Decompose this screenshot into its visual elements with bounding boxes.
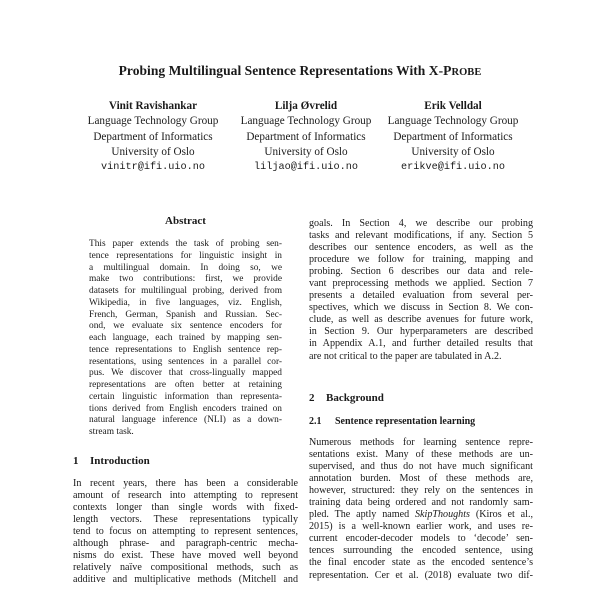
text-line: describes our sentence encoders, as well as the [309,242,533,254]
author-university: University of Oslo [264,145,348,158]
author-email: erikve@ifi.uio.no [401,162,505,174]
text-line: additive and multiplicative methods (Mitchell and [73,574,298,586]
text-line: presents a detailed evaluation from several per- [309,290,533,302]
text-line: in Appendix A.1, and further detailed results that [309,338,533,350]
text-line: however, structured: they rely on the sentences in [309,485,533,497]
text-line: probing. Section 6 describes our data and rele- [309,266,533,278]
text-line: sentations exist. Many of these methods are un- [309,449,533,461]
author-university: University of Oslo [411,145,495,158]
text-line: This paper extends the task of probing sen- [89,239,282,249]
author-university: University of Oslo [111,145,195,158]
intro-continuation-text [309,218,533,363]
text-line: supervised, and thus do not have much significant [309,461,533,473]
text-line: although phrase- and paragraph-centric mecha- [73,538,298,550]
text-line: stream task. [89,427,134,437]
text-line: datasets for multilingual probing, derived from [89,286,282,296]
text-line: contexts longer than single words with fixed- [73,502,298,514]
text-line: are not critical to the paper are tabulated in A.2. [309,350,502,362]
abstract-heading: Abstract [165,215,206,227]
text-line: tend to focus on attempting to represent sentences, [73,526,298,538]
text-line: pus. We discover that cross-lingually mapped [89,368,282,379]
text-line: representations are often better at retaining [89,380,282,390]
text-line: each language, each trained by mapping sen- [89,333,282,343]
author-email: liljao@ifi.uio.no [254,162,358,174]
author-1 [73,99,233,175]
author-3 [373,99,533,175]
subsection-heading-sentence-representation: 2.1 Sentence representation learning [309,416,476,427]
text-line: relatively naïve compositional methods, such as [73,562,298,574]
section-heading-introduction: 1 Introduction [73,455,150,467]
text-line: vant preprocessing methods we applied. Section 7 [309,278,533,290]
text-line: ond, we evaluate six sentence encoders for [89,321,282,332]
text-line: tences surrounding the encoded sentence, using [309,545,533,557]
text-line: pled. The aptly named SkipThoughts (Kiros et al., [309,509,533,521]
abstract-text [89,239,282,439]
text-line: Numerous methods for learning sentence repre- [309,437,533,448]
text-line: Wikipedia, in five languages, viz. English, [89,297,282,308]
text-line: In recent years, there has been a considerable [73,478,298,489]
text-line: procedure we follow for training, mapping and [309,254,533,266]
author-department: Department of Informatics [93,130,213,143]
author-2 [226,99,386,175]
author-name: Vinit Ravishankar [108,100,198,112]
text-line: length vectors. These representations typically [73,514,298,526]
author-email: vinitr@ifi.uio.no [101,162,205,174]
author-department: Department of Informatics [246,130,366,143]
text-line: a multilingual domain. In doing so, we [89,262,282,273]
text-line: make two contributions: first, we provide [89,274,282,285]
text-line: amount of research into attempting to represent [73,490,298,502]
text-line: current encoder-decoder models to ‘decode’ sen- [309,533,533,545]
text-line: 2015) is a well-known earlier work, and uses re- [309,521,533,533]
background-text [309,437,533,582]
author-affiliation: Language Technology Group [240,115,372,128]
author-affiliation: Language Technology Group [87,115,219,128]
author-department: Department of Informatics [393,130,513,143]
text-line: French, German, Spanish and Russian. Sec- [89,309,282,320]
author-name: Lilja Øvrelid [274,100,338,112]
text-line: clude, as well as describe avenues for future work, [309,314,533,326]
text-line: training data being ordered and not randomly sam- [309,497,533,509]
text-line: nisms do exist. These have moved well beyond [73,550,298,562]
text-line: representation. Cer et al. (2018) evaluate two dif- [309,569,533,581]
text-line: goals. In Section 4, we describe our probing [309,218,533,229]
author-affiliation: Language Technology Group [387,115,519,128]
text-line: tence representations for linguistic insight in [89,250,282,261]
text-line: certain linguistic information than representa- [89,391,282,402]
text-line: annotation burden. Most of these methods are, [309,473,533,485]
author-name: Erik Velldal [424,100,482,112]
section-heading-background: 2 Background [309,392,384,404]
text-line: resentations, using sentences in a parallel cor- [89,356,282,367]
text-line: tasks and relevant modifications, if any. Section 5 [309,230,533,242]
text-line: spectives, which we discuss in Section 8. We con- [309,302,533,314]
paper-title: Probing Multilingual Sentence Representations With X-PROBE [118,63,482,78]
text-line: natural language inference (NLI) as a down- [89,415,282,426]
text-line: in Section 9. Our hyperparameters are described [309,326,533,338]
introduction-text [73,478,298,586]
text-line: tions derived from English encoders trained on [89,403,282,414]
text-line: the final encoder state as the encoded sentence’s [309,557,533,569]
text-line: tence representations to English sentence rep- [89,344,282,355]
